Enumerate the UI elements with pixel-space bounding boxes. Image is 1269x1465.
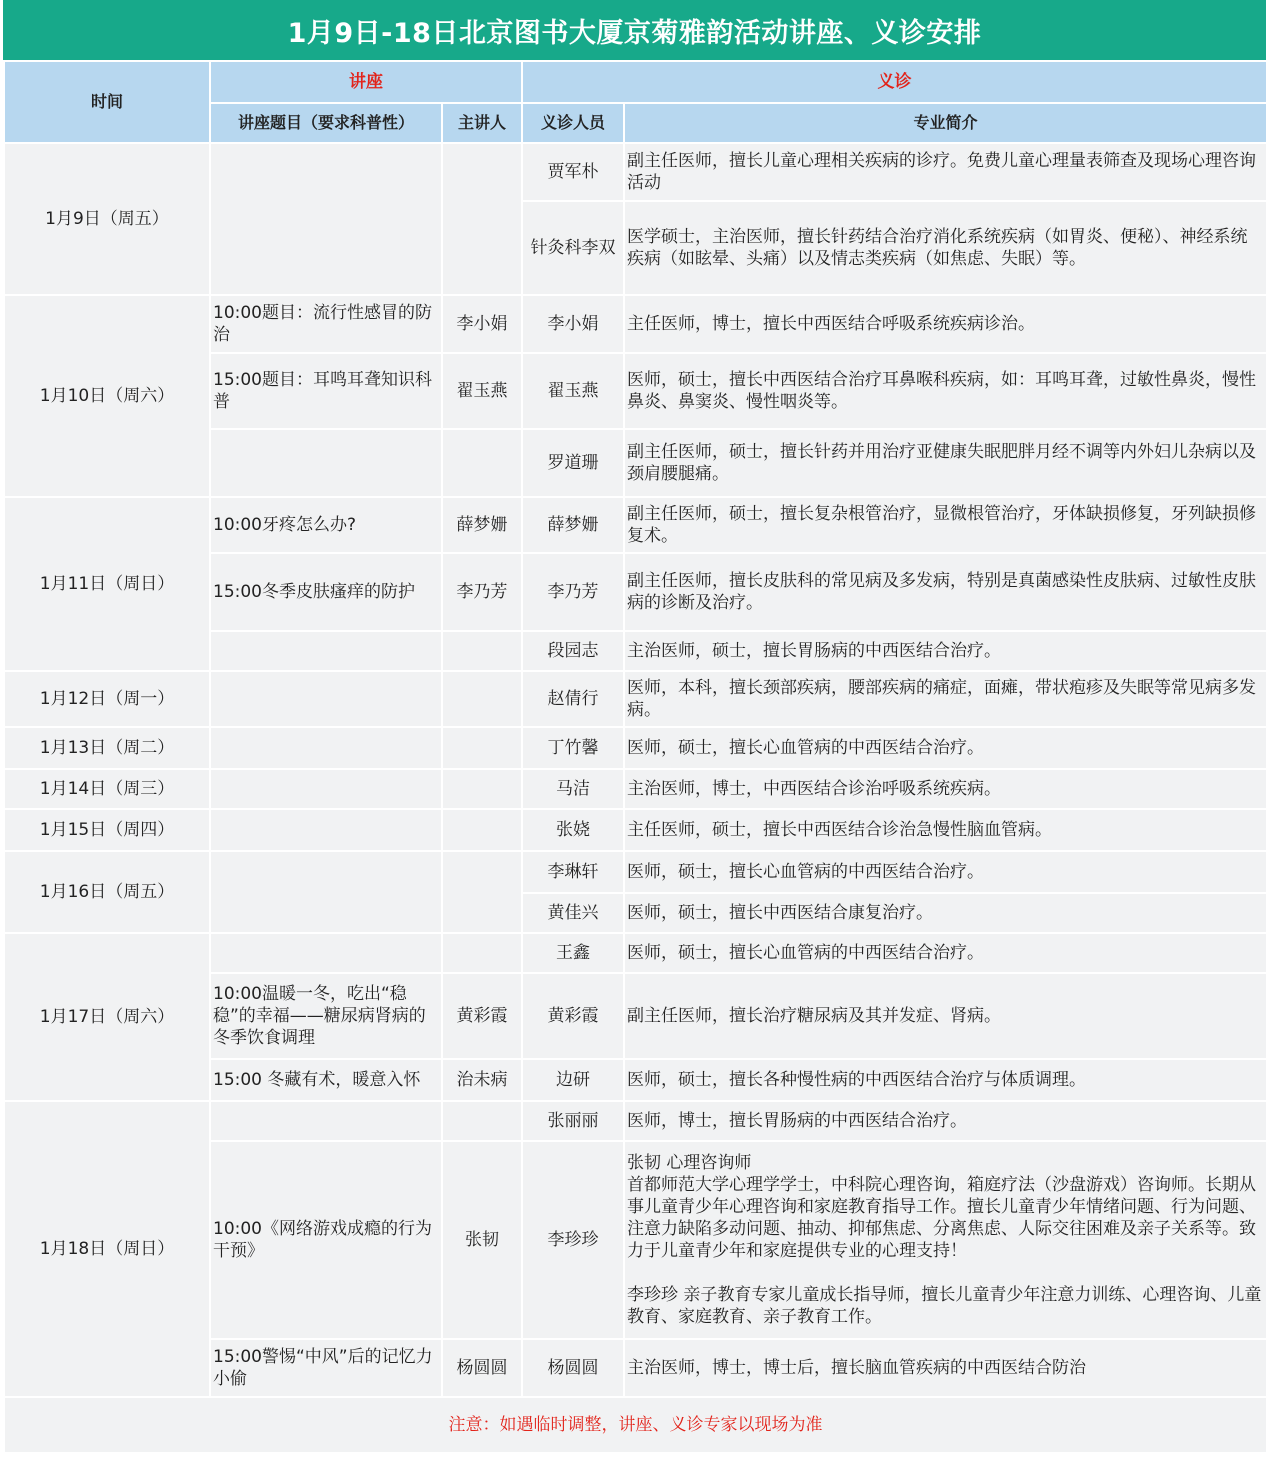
clinic-doctor-cell: 薛梦姗: [522, 497, 624, 553]
table-row: [4, 295, 1267, 353]
profile-paragraph: 李珍珍 亲子教育专家儿童成长指导师，擅长儿童青少年注意力训练、心理咨询、儿童教育、家庭教育、亲子教育工作。: [627, 1285, 1262, 1327]
lecturer-cell: [442, 671, 522, 727]
lecturer-cell: [442, 727, 522, 769]
clinic-doctor-cell: 段园志: [522, 631, 624, 671]
lecture-topic-cell: 15:00 冬藏有术，暖意入怀: [210, 1059, 442, 1101]
profile-cell: 副主任医师，擅长儿童心理相关疾病的诊疗。免费儿童心理量表筛查及现场心理咨询活动: [624, 143, 1267, 201]
lecturer-cell: [442, 429, 522, 497]
lecturer-cell: 杨圆圆: [442, 1339, 522, 1397]
date-cell: 1月18日（周日）: [4, 1101, 210, 1397]
date-cell: 1月12日（周一）: [4, 671, 210, 727]
lecturer-cell: 张韧: [442, 1141, 522, 1339]
date-cell: 1月10日（周六）: [4, 295, 210, 497]
table-row: [4, 671, 1267, 727]
lecture-topic-cell: [210, 851, 442, 933]
table-row: [4, 143, 1267, 201]
date-cell: 1月17日（周六）: [4, 933, 210, 1101]
lecturer-cell: 李乃芳: [442, 553, 522, 631]
clinic-doctor-cell: 马洁: [522, 769, 624, 809]
clinic-doctor-cell: 张娆: [522, 809, 624, 851]
date-cell: 1月13日（周二）: [4, 727, 210, 769]
profile-cell: 医师，硕士，擅长中西医结合康复治疗。: [624, 893, 1267, 933]
header-lecturer: 主讲人: [442, 103, 522, 143]
profile-cell: 主治医师，博士，博士后，擅长脑血管疾病的中西医结合防治: [624, 1339, 1267, 1397]
table-row: [4, 769, 1267, 809]
lecture-topic-cell: [210, 1101, 442, 1141]
header-lecture: 讲座: [210, 61, 522, 103]
lecturer-cell: 翟玉燕: [442, 353, 522, 429]
profile-cell: 主任医师，博士，擅长中西医结合呼吸系统疾病诊治。: [624, 295, 1267, 353]
lecture-topic-cell: [210, 727, 442, 769]
schedule-table: [3, 60, 1268, 1454]
lecture-topic-cell: 15:00冬季皮肤瘙痒的防护: [210, 553, 442, 631]
table-row: [4, 727, 1267, 769]
header-clinic-staff: 义诊人员: [522, 103, 624, 143]
clinic-doctor-cell: 李琳轩: [522, 851, 624, 893]
table-row: [4, 497, 1267, 553]
lecture-topic-cell: 10:00温暖一冬，吃出“稳稳”的幸福——糖尿病肾病的冬季饮食调理: [210, 973, 442, 1059]
profile-cell: 医师，硕士，擅长心血管病的中西医结合治疗。: [624, 727, 1267, 769]
lecture-topic-cell: [210, 671, 442, 727]
lecture-topic-cell: [210, 933, 442, 973]
lecturer-cell: 薛梦姗: [442, 497, 522, 553]
profile-cell: 主任医师，硕士，擅长中西医结合诊治急慢性脑血管病。: [624, 809, 1267, 851]
profile-cell: 副主任医师，擅长皮肤科的常见病及多发病，特别是真菌感染性皮肤病、过敏性皮肤病的诊断及治疗。: [624, 553, 1267, 631]
date-cell: 1月16日（周五）: [4, 851, 210, 933]
lecturer-cell: [442, 631, 522, 671]
clinic-doctor-cell: 罗道珊: [522, 429, 624, 497]
clinic-doctor-cell: 赵倩行: [522, 671, 624, 727]
clinic-doctor-cell: 翟玉燕: [522, 353, 624, 429]
lecturer-cell: 黄彩霞: [442, 973, 522, 1059]
profile-cell: 医师，本科，擅长颈部疾病，腰部疾病的痛症，面瘫，带状疱疹及失眠等常见病多发病。: [624, 671, 1267, 727]
table-row: [4, 1101, 1267, 1141]
clinic-doctor-cell: 黄佳兴: [522, 893, 624, 933]
lecturer-cell: [442, 769, 522, 809]
lecturer-cell: [442, 933, 522, 973]
profile-cell: 医师，硕士，擅长心血管病的中西医结合治疗。: [624, 851, 1267, 893]
clinic-doctor-cell: 丁竹馨: [522, 727, 624, 769]
profile-cell: 医师，硕士，擅长心血管病的中西医结合治疗。: [624, 933, 1267, 973]
header-lecture-topic: 讲座题目（要求科普性）: [210, 103, 442, 143]
clinic-doctor-cell: 李乃芳: [522, 553, 624, 631]
lecturer-cell: [442, 809, 522, 851]
clinic-doctor-cell: 杨圆圆: [522, 1339, 624, 1397]
profile-cell: 医师，硕士，擅长各种慢性病的中西医结合治疗与体质调理。: [624, 1059, 1267, 1101]
lecture-topic-cell: [210, 631, 442, 671]
clinic-doctor-cell: 黄彩霞: [522, 973, 624, 1059]
clinic-doctor-cell: 贾军朴: [522, 143, 624, 201]
adjustment-note: 注意：如遇临时调整，讲座、义诊专家以现场为准: [4, 1397, 1267, 1453]
clinic-doctor-cell: 边研: [522, 1059, 624, 1101]
profile-cell: 医师，博士，擅长胃肠病的中西医结合治疗。: [624, 1101, 1267, 1141]
table-row: [4, 933, 1267, 973]
lecturer-cell: [442, 1101, 522, 1141]
lecture-topic-cell: 15:00警惕“中风”后的记忆力小偷: [210, 1339, 442, 1397]
date-cell: 1月15日（周四）: [4, 809, 210, 851]
lecturer-cell: 李小娟: [442, 295, 522, 353]
profile-cell: 医师，硕士，擅长中西医结合治疗耳鼻喉科疾病，如：耳鸣耳聋，过敏性鼻炎，慢性鼻炎、鼻窦炎、慢性咽炎等。: [624, 353, 1267, 429]
note-row: [4, 1397, 1267, 1453]
header-row-1: [4, 61, 1267, 103]
table-row: [4, 809, 1267, 851]
lecturer-cell: [442, 143, 522, 295]
profile-cell: 医学硕士，主治医师，擅长针药结合治疗消化系统疾病（如胃炎、便秘）、神经系统疾病（如眩晕、头痛）以及情志类疾病（如焦虑、失眠）等。: [624, 201, 1267, 295]
clinic-doctor-cell: 李珍珍: [522, 1141, 624, 1339]
paragraph-gap: [627, 1262, 1264, 1284]
lecture-topic-cell: 10:00牙疼怎么办?: [210, 497, 442, 553]
clinic-doctor-cell: 李小娟: [522, 295, 624, 353]
clinic-doctor-cell: 张丽丽: [522, 1101, 624, 1141]
profile-paragraph: 首都师范大学心理学学士，中科院心理咨询，箱庭疗法（沙盘游戏）咨询师。长期从事儿童青少年心理咨询和家庭教育指导工作。擅长儿童青少年情绪问题、行为问题、注意力缺陷多动问题、抽动、抑郁焦虑、分离焦虑、人际交往困难及亲子关系等。致力于儿童青少年和家庭提供专业的心理支持！: [627, 1175, 1256, 1261]
lecture-topic-cell: 15:00题目：耳鸣耳聋知识科普: [210, 353, 442, 429]
profile-cell: 副主任医师，硕士，擅长复杂根管治疗，显微根管治疗，牙体缺损修复，牙列缺损修复术。: [624, 497, 1267, 553]
header-time: 时间: [4, 61, 210, 143]
schedule-page: [3, 0, 1266, 1454]
lecturer-cell: 治未病: [442, 1059, 522, 1101]
lecture-topic-cell: [210, 429, 442, 497]
profile-cell: 副主任医师，擅长治疗糖尿病及其并发症、肾病。: [624, 973, 1267, 1059]
profile-paragraph: 张韧 心理咨询师: [627, 1153, 752, 1173]
lecture-topic-cell: 10:00题目：流行性感冒的防治: [210, 295, 442, 353]
profile-cell: 主治医师，博士，中西医结合诊治呼吸系统疾病。: [624, 769, 1267, 809]
clinic-doctor-cell: 王鑫: [522, 933, 624, 973]
profile-cell: 副主任医师，硕士，擅长针药并用治疗亚健康失眠肥胖月经不调等内外妇儿杂病以及颈肩腰腿痛。: [624, 429, 1267, 497]
lecture-topic-cell: 10:00《网络游戏成瘾的行为干预》: [210, 1141, 442, 1339]
profile-cell: 主治医师，硕士，擅长胃肠病的中西医结合治疗。: [624, 631, 1267, 671]
header-profile: 专业简介: [624, 103, 1267, 143]
profile-cell: [624, 1141, 1267, 1339]
lecture-topic-cell: [210, 143, 442, 295]
page-title: 1月9日-18日北京图书大厦京菊雅韵活动讲座、义诊安排: [3, 0, 1266, 60]
header-clinic: 义诊: [522, 61, 1267, 103]
date-cell: 1月9日（周五）: [4, 143, 210, 295]
lecture-topic-cell: [210, 809, 442, 851]
date-cell: 1月11日（周日）: [4, 497, 210, 671]
table-row: [4, 851, 1267, 893]
clinic-doctor-cell: 针灸科李双: [522, 201, 624, 295]
lecturer-cell: [442, 851, 522, 933]
lecture-topic-cell: [210, 769, 442, 809]
date-cell: 1月14日（周三）: [4, 769, 210, 809]
